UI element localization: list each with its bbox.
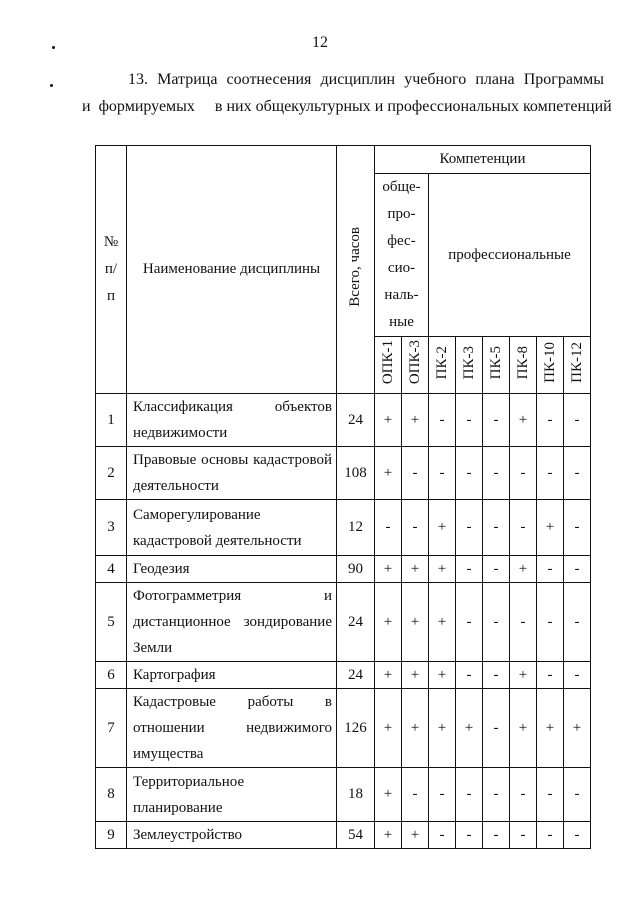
discipline-name: Картография: [127, 662, 337, 689]
competency-mark: -: [510, 768, 537, 822]
table-row: [96, 394, 591, 447]
table-row: [96, 822, 591, 849]
competency-mark: -: [429, 394, 456, 447]
total-hours: 54: [337, 822, 375, 849]
competency-mark: +: [402, 689, 429, 768]
competency-mark: -: [402, 500, 429, 556]
competency-mark: -: [510, 447, 537, 500]
competency-mark: -: [456, 768, 483, 822]
competency-mark: -: [429, 447, 456, 500]
header-competency-code: ОПК-3: [402, 337, 429, 394]
competency-mark: +: [402, 583, 429, 662]
competency-mark: -: [456, 583, 483, 662]
competency-mark: -: [537, 447, 564, 500]
header-num: № п/ п: [96, 146, 127, 394]
competency-mark: -: [537, 822, 564, 849]
competency-mark: -: [564, 583, 591, 662]
competency-mark: +: [510, 556, 537, 583]
competency-mark: -: [483, 500, 510, 556]
title-word: Программы: [523, 71, 604, 88]
row-number: 5: [96, 583, 127, 662]
table-row: [96, 768, 591, 822]
competency-mark: +: [537, 689, 564, 768]
competency-mark: +: [402, 822, 429, 849]
competency-mark: +: [375, 822, 402, 849]
competency-mark: +: [429, 662, 456, 689]
competency-mark: +: [402, 394, 429, 447]
competency-mark: -: [456, 394, 483, 447]
competency-mark: +: [375, 768, 402, 822]
competency-mark: -: [564, 447, 591, 500]
competency-mark: +: [375, 689, 402, 768]
competency-mark: -: [483, 556, 510, 583]
competency-mark: +: [564, 689, 591, 768]
competency-mark: -: [483, 689, 510, 768]
competency-mark: +: [375, 447, 402, 500]
row-number: 9: [96, 822, 127, 849]
discipline-name: Классификация объектов недвижимости: [127, 394, 337, 447]
total-hours: 24: [337, 394, 375, 447]
header-competency-code: ПК-2: [429, 337, 456, 394]
discipline-name: Правовые основы кадастровой деятельности: [127, 447, 337, 500]
total-hours: 90: [337, 556, 375, 583]
competency-mark: -: [564, 768, 591, 822]
competency-mark: +: [375, 394, 402, 447]
competency-mark: -: [510, 500, 537, 556]
competency-mark: -: [402, 768, 429, 822]
header-general-group: обще- про- фес- сио- наль- ные: [375, 174, 429, 337]
competency-matrix-table: [95, 145, 591, 849]
competency-mark: +: [375, 583, 402, 662]
title-word: соотнесения: [226, 71, 312, 88]
title-line-1: [82, 66, 604, 93]
competency-mark: -: [537, 583, 564, 662]
competency-mark: +: [510, 662, 537, 689]
discipline-name: Саморегулирование кадастровой деятельности: [127, 500, 337, 556]
header-competency-code: ПК-10: [537, 337, 564, 394]
competency-mark: -: [483, 394, 510, 447]
competency-mark: +: [456, 689, 483, 768]
competency-mark: +: [429, 583, 456, 662]
total-hours: 12: [337, 500, 375, 556]
discipline-name: Кадастровые работы в отношении недвижимого имущества: [127, 689, 337, 768]
row-number: 1: [96, 394, 127, 447]
margin-dot: [50, 84, 53, 87]
row-number: 7: [96, 689, 127, 768]
discipline-name: Землеустройство: [127, 822, 337, 849]
title-word: плана: [475, 71, 515, 88]
total-hours: 24: [337, 662, 375, 689]
header-hours: Всего, часов: [337, 146, 375, 394]
header-competency-code: ПК-3: [456, 337, 483, 394]
competency-mark: -: [537, 556, 564, 583]
competency-mark: -: [564, 500, 591, 556]
discipline-name: Геодезия: [127, 556, 337, 583]
competency-mark: +: [429, 689, 456, 768]
total-hours: 18: [337, 768, 375, 822]
competency-mark: -: [510, 583, 537, 662]
header-name: Наименование дисциплины: [127, 146, 337, 394]
competency-mark: +: [537, 500, 564, 556]
competency-mark: -: [429, 768, 456, 822]
competency-mark: +: [402, 556, 429, 583]
table-row: [96, 500, 591, 556]
competency-mark: -: [483, 447, 510, 500]
section-title: [82, 66, 612, 120]
page-number: 12: [312, 34, 328, 51]
competency-mark: -: [456, 662, 483, 689]
title-word: 13.: [128, 71, 148, 88]
competency-mark: -: [402, 447, 429, 500]
competency-mark: -: [510, 822, 537, 849]
competency-mark: -: [456, 822, 483, 849]
competency-mark: -: [483, 662, 510, 689]
competency-mark: +: [375, 556, 402, 583]
table-row: [96, 583, 591, 662]
competency-mark: -: [537, 662, 564, 689]
total-hours: 24: [337, 583, 375, 662]
competency-mark: -: [456, 447, 483, 500]
table-row: [96, 556, 591, 583]
row-number: 8: [96, 768, 127, 822]
margin-dot: [52, 46, 55, 49]
header-competency-code: ОПК-1: [375, 337, 402, 394]
total-hours: 126: [337, 689, 375, 768]
table-row: [96, 689, 591, 768]
competency-mark: +: [429, 500, 456, 556]
title-word: Матрица: [157, 71, 218, 88]
discipline-name: Фотограмметрия и дистанционное зондирование Земли: [127, 583, 337, 662]
competency-mark: +: [510, 394, 537, 447]
row-number: 4: [96, 556, 127, 583]
row-number: 2: [96, 447, 127, 500]
competency-mark: -: [429, 822, 456, 849]
header-competencies: Компетенции: [375, 146, 591, 174]
competency-mark: -: [456, 556, 483, 583]
row-number: 6: [96, 662, 127, 689]
row-number: 3: [96, 500, 127, 556]
header-competency-code: ПК-12: [564, 337, 591, 394]
header-professional-group: профессиональные: [429, 174, 591, 337]
competency-mark: -: [456, 500, 483, 556]
competency-mark: +: [510, 689, 537, 768]
competency-mark: -: [564, 822, 591, 849]
competency-mark: -: [483, 583, 510, 662]
competency-mark: -: [483, 822, 510, 849]
title-line-2: и формируемых в них общекультурных и профессиональных компетенций: [82, 98, 612, 115]
header-competency-code: ПК-5: [483, 337, 510, 394]
competency-mark: -: [537, 768, 564, 822]
competency-mark: +: [402, 662, 429, 689]
competency-mark: -: [537, 394, 564, 447]
competency-mark: -: [564, 662, 591, 689]
discipline-name: Территориальное планирование: [127, 768, 337, 822]
competency-mark: +: [375, 662, 402, 689]
competency-mark: -: [564, 556, 591, 583]
competency-mark: +: [429, 556, 456, 583]
table-row: [96, 447, 591, 500]
competency-mark: -: [375, 500, 402, 556]
competency-mark: -: [483, 768, 510, 822]
competency-mark: -: [564, 394, 591, 447]
title-word: дисциплин: [320, 71, 396, 88]
header-competency-code: ПК-8: [510, 337, 537, 394]
table-row: [96, 662, 591, 689]
title-word: учебного: [404, 71, 467, 88]
total-hours: 108: [337, 447, 375, 500]
